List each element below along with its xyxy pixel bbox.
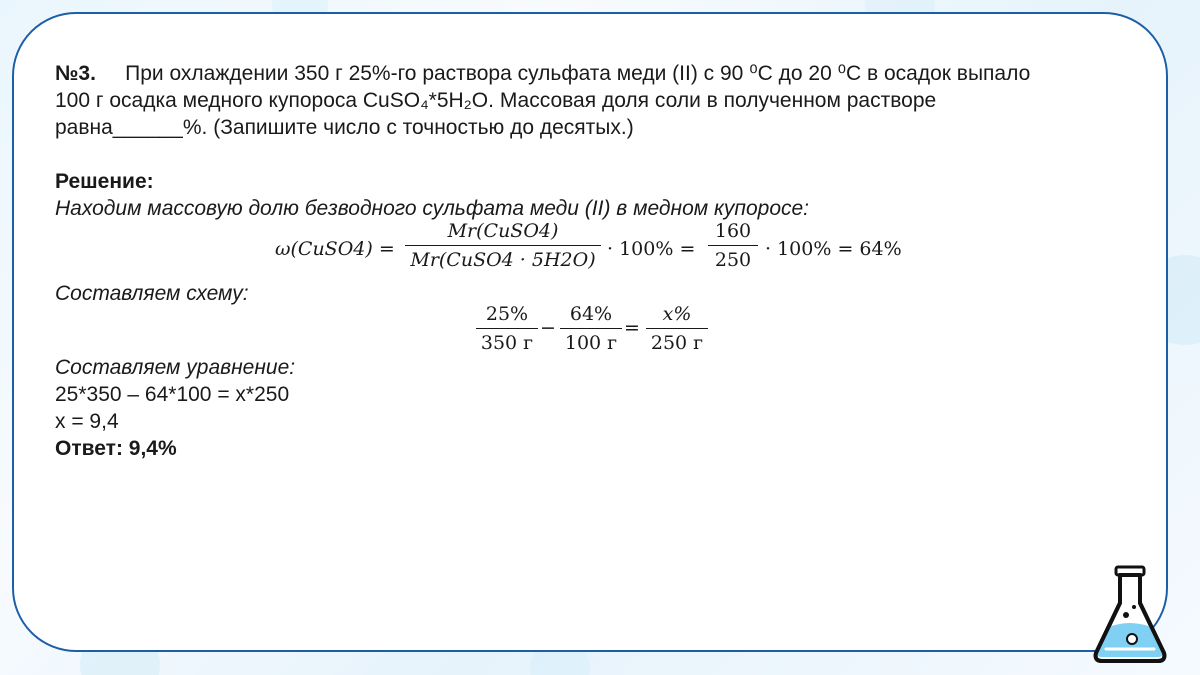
solution-step-3: Составляем уравнение:	[55, 356, 296, 379]
flask-icon	[1090, 565, 1170, 665]
scheme-minus: −	[540, 317, 556, 339]
solution-heading: Решение:	[55, 170, 154, 193]
answer: Ответ: 9,4%	[55, 437, 177, 460]
result: x = 9,4	[55, 410, 119, 433]
fraction-2-denominator: 250	[714, 249, 752, 271]
formula-fraction-2	[708, 220, 758, 271]
formula-mid: · 100% =	[607, 238, 696, 260]
equation: 25*350 – 64*100 = x*250	[55, 383, 290, 406]
fraction-2-bar	[708, 245, 758, 246]
scheme-fraction-a	[476, 303, 538, 354]
problem-number: №3.	[55, 62, 96, 85]
scheme-a-bar	[476, 328, 538, 329]
problem-line-3: равна______%. (Запишите число с точностью до десятых.)	[55, 116, 634, 139]
formula-fraction-1	[405, 220, 601, 271]
scheme-a-denominator: 350 г	[480, 332, 534, 354]
scheme-equals: =	[624, 317, 640, 339]
problem-line-2: 100 г осадка медного купороса CuSO₄*5H₂O. Массовая доля соли в полученном растворе	[55, 89, 937, 112]
fraction-1-numerator: Mr(CuSO4)	[447, 220, 559, 242]
formula-lhs-text: ω(CuSO4) =	[275, 238, 395, 260]
scheme-b-denominator: 100 г	[564, 332, 618, 354]
scheme-b-bar	[560, 328, 622, 329]
scheme-fraction-b	[560, 303, 622, 354]
problem-text-1: При охлаждении 350 г 25%-го раствора сульфата меди (II) с 90 ⁰С до 20 ⁰С в осадок выпало	[125, 62, 1031, 85]
scheme-b-numerator: 64%	[569, 303, 613, 325]
fraction-1-bar	[405, 245, 601, 246]
problem-line-1	[55, 60, 1030, 87]
formula-rhs: · 100% = 64%	[765, 238, 902, 260]
scheme-a-numerator: 25%	[485, 303, 529, 325]
fraction-2-numerator: 160	[714, 220, 752, 242]
scheme-c-bar	[646, 328, 708, 329]
scheme-c-numerator: x%	[662, 303, 692, 325]
fraction-1-denominator: Mr(CuSO4 · 5H2O)	[410, 249, 596, 271]
solution-step-2: Составляем схему:	[55, 282, 249, 305]
formula-lhs	[275, 238, 395, 260]
scheme-fraction-c	[646, 303, 708, 354]
solution-step-1: Находим массовую долю безводного сульфата меди (II) в медном купоросе:	[55, 197, 810, 220]
scheme-c-denominator: 250 г	[650, 332, 704, 354]
